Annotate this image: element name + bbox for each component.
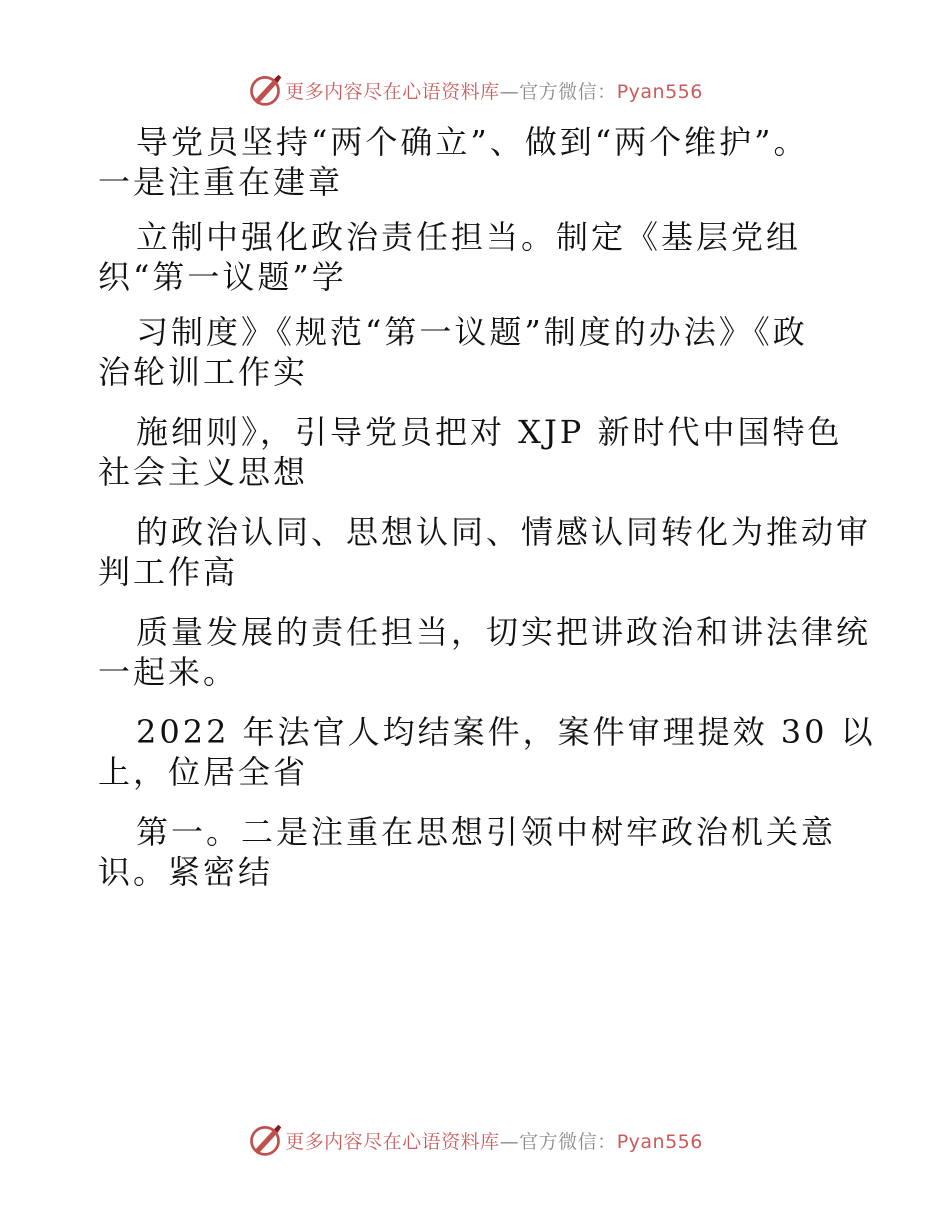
text-line: 导党员坚持“两个确立”、做到“两个维护”。 [136, 123, 809, 161]
pen-logo-icon [247, 1122, 283, 1158]
paragraph [98, 712, 876, 792]
text-line: 社会主义思想 [98, 453, 309, 491]
text-line: 立制中强化政治责任担当。制定《基层党组 [136, 218, 802, 256]
text-line: 一是注重在建章 [98, 163, 344, 201]
watermark-text: 更多内容尽在心语资料库—官方微信：Pyan556 [285, 1130, 703, 1153]
footer-watermark [0, 1120, 950, 1160]
paragraph [98, 122, 858, 202]
text-line: 上，位居全省 [98, 753, 309, 791]
paragraph [98, 812, 858, 892]
text-line: 习制度》《规范“第一议题”制度的办法》《政 [136, 313, 808, 351]
paragraph [98, 412, 858, 492]
watermark-text: 更多内容尽在心语资料库—官方微信：Pyan556 [285, 80, 703, 103]
text-line: 第一。二是注重在思想引领中树牢政治机关意 [136, 813, 837, 851]
paragraph [98, 217, 858, 297]
text-line: 2022 年法官人均结案件，案件审理提效 30 以 [136, 713, 876, 751]
pen-logo-icon [247, 72, 283, 108]
text-line: 质量发展的责任担当，切实把讲政治和讲法律统 [136, 613, 872, 651]
paragraph [98, 612, 872, 692]
text-line: 织“第一议题”学 [98, 258, 347, 296]
text-line: 识。紧密结 [98, 853, 274, 891]
text-line: 施细则》，引导党员把对 XJP 新时代中国特色 [136, 413, 843, 451]
text-line: 判工作高 [98, 553, 239, 591]
paragraph [98, 312, 858, 392]
text-line: 的政治认同、思想认同、情感认同转化为推动审 [136, 513, 872, 551]
text-line: 一起来。 [98, 653, 239, 691]
text-line: 治轮训工作实 [98, 353, 309, 391]
document-body [98, 122, 876, 892]
paragraph [98, 512, 872, 592]
header-watermark [0, 70, 950, 110]
